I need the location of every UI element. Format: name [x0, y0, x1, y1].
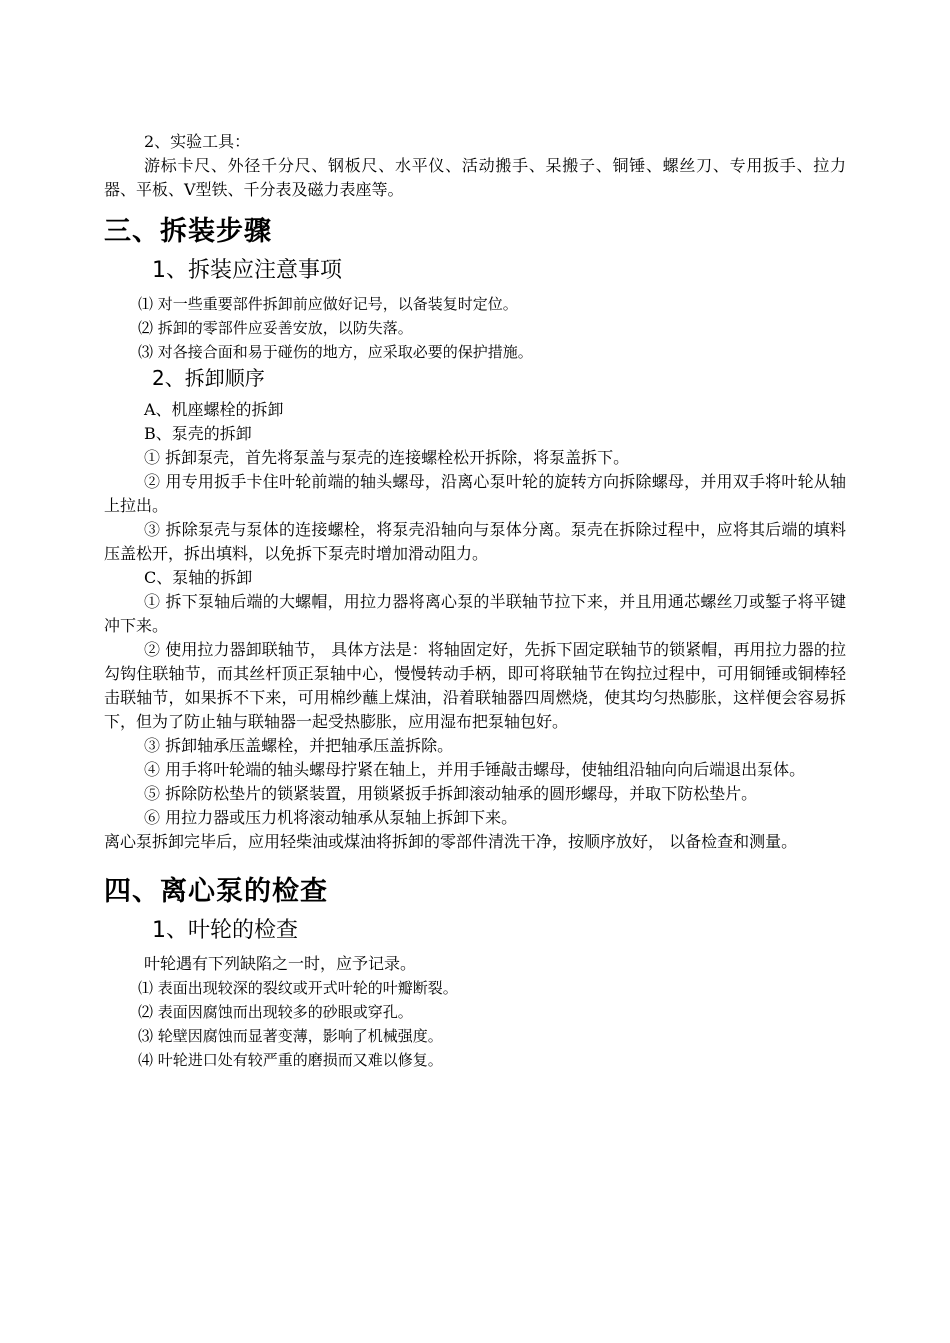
- precaution-item: ⑴ 对一些重要部件拆卸前应做好记号，以备装复时定位。: [138, 295, 518, 313]
- section4-title: 四、离心泵的检查: [104, 876, 328, 907]
- step-c-item: ① 拆下泵轴后端的大螺帽，用拉力器将离心泵的半联轴节拉下来，并且用通芯螺丝刀或錾子将平键冲下来。: [104, 592, 846, 635]
- step-c-item: ③ 拆卸轴承压盖螺栓，并把轴承压盖拆除。: [144, 736, 454, 755]
- impeller-defect-item: ⑷ 叶轮进口处有较严重的磨损而又难以修复。: [138, 1051, 443, 1069]
- step-b-item: ③ 拆除泵壳与泵体的连接螺栓，将泵壳沿轴向与泵体分离。泵壳在拆除过程中，应将其后端的填料压盖松开，拆出填料，以免拆下泵壳时增加滑动阻力。: [104, 520, 846, 563]
- impeller-defect-item: ⑴ 表面出现较深的裂纹或开式叶轮的叶瓣断裂。: [138, 979, 458, 997]
- tools-text: 游标卡尺、外径千分尺、钢板尺、水平仪、活动搬手、呆搬子、铜锤、螺丝刀、专用扳手、拉力器、平板、V型铁、千分表及磁力表座等。: [104, 156, 846, 199]
- step-b-item: ② 用专用扳手卡住叶轮前端的轴头螺母，沿离心泵叶轮的旋转方向拆除螺母，并用双手将叶轮从轴上拉出。: [104, 472, 846, 515]
- section3-sub2-title: 2、拆卸顺序: [152, 366, 265, 390]
- step-c-heading: C、泵轴的拆卸: [144, 568, 253, 587]
- impeller-defect-item: ⑵ 表面因腐蚀而出现较多的砂眼或穿孔。: [138, 1003, 413, 1021]
- step-c-item: ⑥ 用拉力器或压力机将滚动轴承从泵轴上拆卸下来。: [144, 808, 518, 827]
- impeller-defect-item: ⑶ 轮壁因腐蚀而显著变薄，影响了机械强度。: [138, 1027, 443, 1045]
- step-a-heading: A、机座螺栓的拆卸: [144, 400, 284, 419]
- tools-heading: 2、实验工具：: [144, 132, 251, 151]
- impeller-intro: 叶轮遇有下列缺陷之一时，应予记录。: [144, 954, 417, 973]
- step-c-item: ② 使用拉力器卸联轴节， 具体方法是：将轴固定好，先拆下固定联轴节的锁紧帽，再用拉力器的拉勾钩住联轴节，而其丝杆顶正泵轴中心，慢慢转动手柄，即可将联轴节在钩拉过程中，可用铜锤或铜棒轻击联轴节，如果拆不下来，可用棉纱蘸上煤油，沿着联轴器四周燃烧，使其均匀热膨胀，这样便会容易拆下，但为了防止轴与联轴器一起受热膨胀，应用湿布把泵轴包好。: [104, 640, 846, 731]
- step-c-item: ④ 用手将叶轮端的轴头螺母拧紧在轴上，并用手锤敲击螺母，使轴组沿轴向向后端退出泵体。: [144, 760, 806, 779]
- section3-sub1-title: 1、拆装应注意事项: [152, 258, 342, 283]
- precaution-item: ⑶ 对各接合面和易于碰伤的地方，应采取必要的保护措施。: [138, 343, 533, 361]
- section3-title: 三、拆装步骤: [104, 216, 272, 247]
- step-b-item: ① 拆卸泵壳，首先将泵盖与泵壳的连接螺栓松开拆除，将泵盖拆下。: [144, 448, 630, 467]
- document-page: [104, 130, 846, 1072]
- step-b-heading: B、泵壳的拆卸: [144, 424, 252, 443]
- step-c-item: ⑤ 拆除防松垫片的锁紧装置，用锁紧扳手拆卸滚动轴承的圆形螺母，并取下防松垫片。: [144, 784, 758, 803]
- disassembly-closing: 离心泵拆卸完毕后，应用轻柴油或煤油将拆卸的零部件清洗干净，按顺序放好， 以备检查和测量。: [104, 832, 798, 851]
- section4-sub1-title: 1、叶轮的检查: [152, 918, 298, 943]
- precaution-item: ⑵ 拆卸的零部件应妥善安放，以防失落。: [138, 319, 413, 337]
